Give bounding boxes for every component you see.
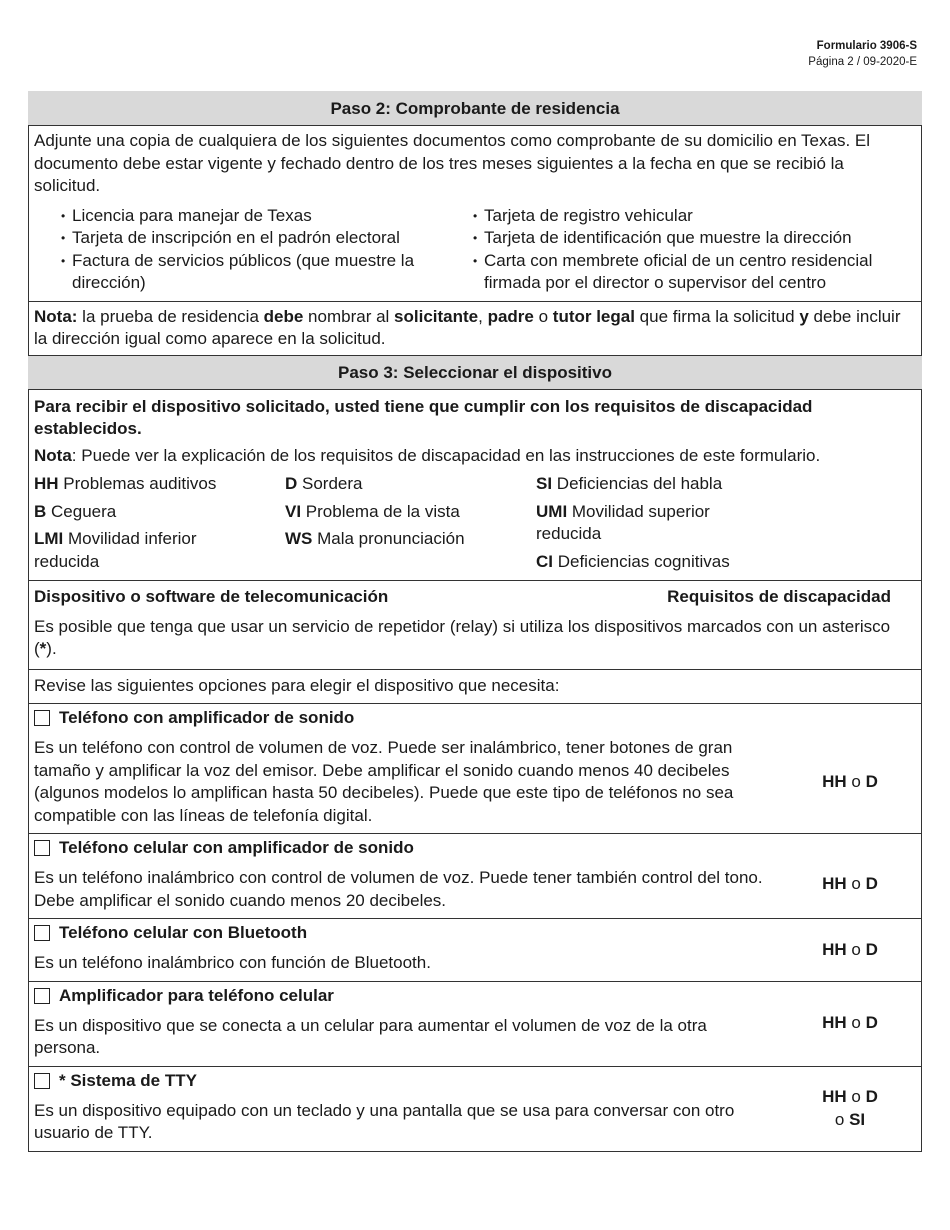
device-requirements: HH o D [822,772,878,792]
note-text: , [478,306,488,326]
code-item: D Sordera [285,474,363,493]
codes-column [34,473,285,578]
step3-requirements [28,389,922,582]
note-bold: tutor legal [552,306,635,326]
requirement-note [34,445,909,468]
doc-item: • Tarjeta de registro vehicular [473,205,901,228]
note-bold: debe [263,306,304,326]
note-text: la prueba de residencia [77,306,264,326]
device-checkbox[interactable] [34,1073,50,1089]
device-checkbox[interactable] [34,925,50,941]
form-header [808,38,917,70]
note-bold: y [799,306,809,326]
device-title: Teléfono celular con Bluetooth [59,923,308,942]
note-text: o [533,306,553,326]
device-requirements: HH o D [822,873,878,893]
note-text: debe incluir la dirección igual como aparece en la solicitud. [34,306,901,348]
doc-item: • Tarjeta de identificación que muestre la dirección [473,227,901,250]
device-checkbox[interactable] [34,840,50,856]
relay-note: Es posible que tenga que usar un servicio de repetidor (relay) si utiliza los dispositivos marcados con un asterisco (*). [34,616,891,658]
step2-intro: Adjunte una copia de cualquiera de los siguientes documentos como comprobante de su domicilio en Texas. El documento debe estar vigente y fechado dentro de los tres meses siguientes a la fecha en que se recibió la solicitud. [34,131,871,195]
device-columns-header [28,581,922,670]
code-item: VI Problema de la vista [285,501,460,521]
device-row [28,704,922,834]
col-device: Dispositivo o software de telecomunicación [34,587,389,606]
requirement-text: Para recibir el dispositivo solicitado, usted tiene que cumplir con los requisitos de discapacidad establecidos. [34,396,813,438]
form-sheet [28,91,922,1152]
step2-note [28,302,922,356]
note-bold: padre [487,306,534,326]
page-info: Página 2 / 09-2020-E [808,56,917,68]
doc-list [61,205,901,295]
device-desc: Es un dispositivo equipado con un teclado y una pantalla que se usa para conversar con otro usuario de TTY. [34,1100,735,1142]
device-requirements: HH o D [822,939,878,959]
device-title: * Sistema de TTY [59,1070,197,1090]
device-checkbox[interactable] [34,710,50,726]
review-text [28,670,922,705]
device-requirements: HH o D o SI [822,1087,878,1129]
device-row [28,834,922,919]
note-bold: solicitante [394,306,479,326]
note-label: Nota: [34,306,78,326]
review-text-label: Revise las siguientes opciones para elegir el dispositivo que necesita: [34,675,560,695]
disability-codes [34,473,909,578]
step2-title: Paso 2: Comprobante de residencia [28,91,922,125]
device-row [28,919,922,982]
code-item: B Ceguera [34,501,117,521]
note-text: : Puede ver la explicación de los requisitos de discapacidad en las instrucciones de este formulario. [71,445,821,465]
codes-column [536,473,909,578]
code-item: UMI Movilidad superior reducida [536,501,710,543]
codes-column [285,473,536,578]
doc-list-left [61,205,473,295]
doc-item: • Factura de servicios públicos (que muestre la dirección) [61,250,473,295]
doc-item: • Licencia para manejar de Texas [61,205,473,228]
doc-item: • Tarjeta de inscripción en el padrón electoral [61,227,473,250]
device-row [28,1067,922,1152]
device-requirements: HH o D [822,1013,878,1033]
note-label: Nota [34,445,72,465]
device-checkbox[interactable] [34,988,50,1004]
code-item: LMI Movilidad inferior reducida [34,529,197,571]
code-item: WS Mala pronunciación [285,529,465,548]
device-desc: Es un teléfono inalámbrico con función de Bluetooth. [34,953,431,972]
device-row [28,982,922,1067]
code-item: SI Deficiencias del habla [536,474,723,493]
device-desc: Es un teléfono inalámbrico con control de volumen de voz. Puede tener también control del tono. Debe amplificar el sonido cuando menos 20 decibeles. [34,868,763,910]
col-requirements: Requisitos de discapacidad [667,587,891,606]
code-item: HH Problemas auditivos [34,474,217,493]
doc-item: • Carta con membrete oficial de un centro residencial firmada por el director o supervisor del centro [473,250,901,295]
form-id: Formulario 3906-S [816,40,917,52]
note-text: que firma la solicitud [634,306,800,326]
device-title: Amplificador para teléfono celular [59,985,334,1005]
device-title: Teléfono con amplificador de sonido [59,708,355,727]
step3-title: Paso 3: Seleccionar el dispositivo [28,356,922,389]
step2-docs-section [28,125,922,302]
doc-list-right [473,205,901,295]
note-text: nombrar al [303,306,395,326]
code-item: CI Deficiencias cognitivas [536,551,730,571]
device-desc: Es un teléfono con control de volumen de voz. Puede ser inalámbrico, tener botones de gran tamaño y amplificar la voz del emisor. Debe amplificar el sonido cuando menos 40 decibeles (algunos modelos lo amplifican hasta 50 decibeles). Puede que este tipo de teléfonos no sea compatible con las líneas de telefonía digital. [34,738,734,825]
device-desc: Es un dispositivo que se conecta a un celular para aumentar el volumen de voz de la otra persona. [34,1015,707,1057]
device-title: Teléfono celular con amplificador de sonido [59,838,414,857]
